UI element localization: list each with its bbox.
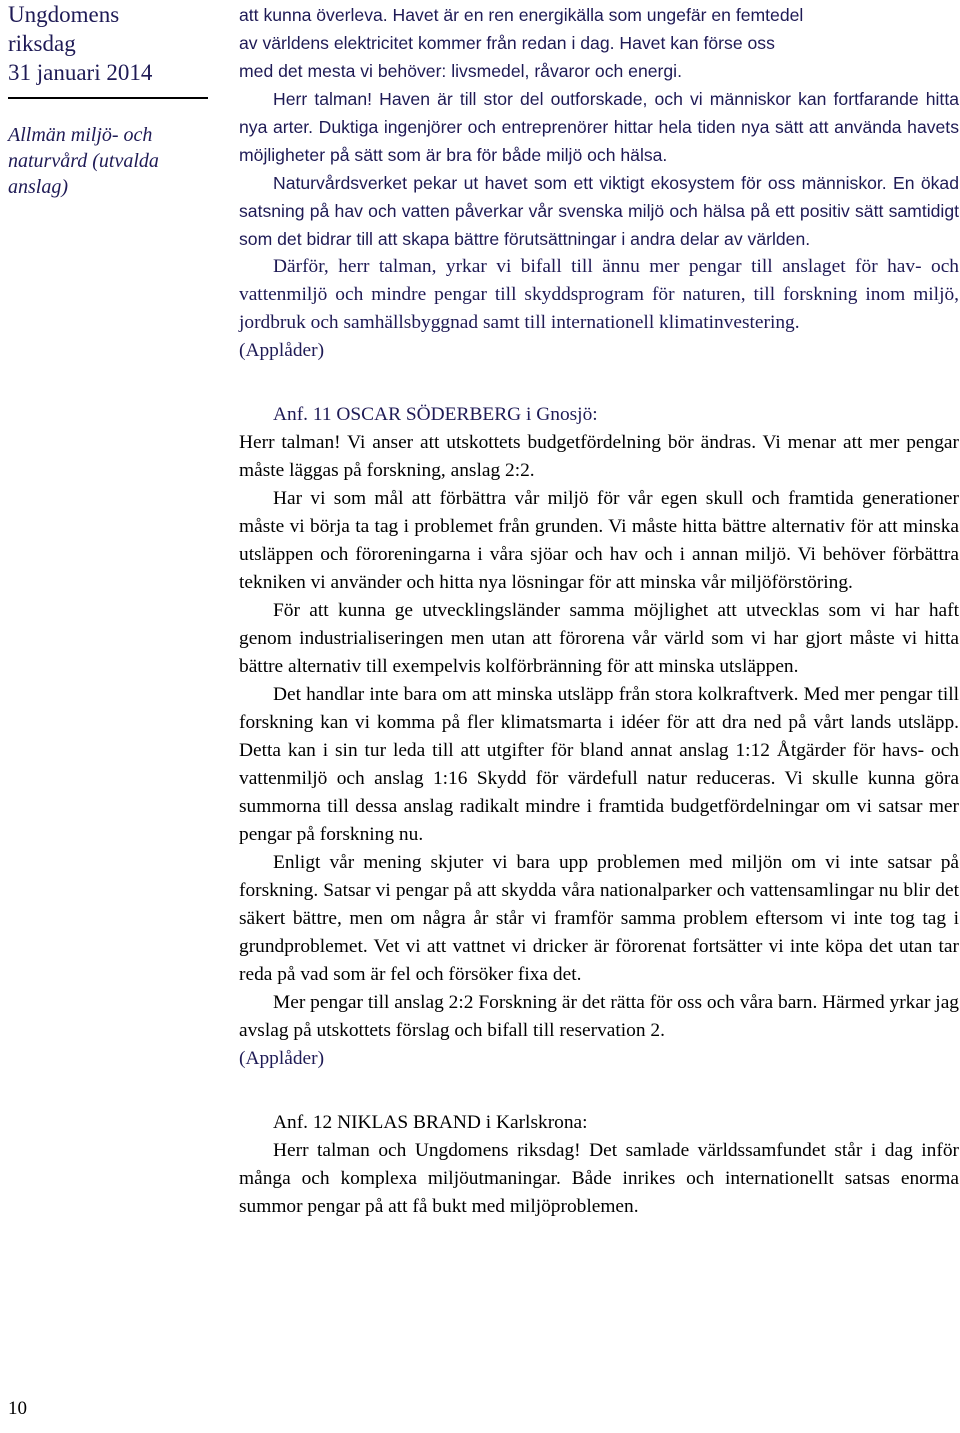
sidebar-section-line: Allmän miljö- och bbox=[8, 124, 153, 146]
paragraph: Därför, herr talman, yrkar vi bifall till ännu mer pengar till anslaget för hav- och vattenmiljö och mindre pengar till skyddsprogram för naturen, till forskning inom miljö, jordbruk och samhällsbyggnad samt till internationell klimatinvestering. bbox=[239, 256, 959, 333]
sidebar-title-line2: riksdag bbox=[8, 31, 76, 56]
text-line: med det mesta vi behöver: livsmedel, råvaror och energi. bbox=[239, 61, 682, 81]
sidebar bbox=[8, 0, 208, 198]
paragraph: Herr talman! Haven är till stor del outforskade, och vi människor kan fortfarande hitta nya arter. Duktiga ingenjörer och entreprenörer hittar hela tiden nya sätt att använda havets möjligheter på sätt som är bra för både miljö och hälsa. bbox=[239, 89, 959, 165]
section-spacer bbox=[239, 1073, 959, 1109]
applause-note: (Applåder) bbox=[239, 1048, 325, 1069]
text-line: att kunna överleva. Havet är en ren energikälla som ungefär en femtedel bbox=[239, 5, 804, 25]
page-number: 10 bbox=[8, 1398, 27, 1419]
paragraph: Mer pengar till anslag 2:2 Forskning är det rätta för oss och våra barn. Härmed yrkar jag avslag på utskottets förslag och bifall till reservation 2. bbox=[239, 992, 959, 1041]
sidebar-title-line1: Ungdomens bbox=[8, 2, 120, 27]
section-spacer bbox=[239, 365, 959, 401]
paragraph: Naturvårdsverket pekar ut havet som ett viktigt ekosystem för oss människor. En ökad satsning på hav och vatten påverkar vår svenska miljö och hälsa på ett positiv sätt samtidigt som det bidrar till att skapa bättre förutsättningar i andra delar av världen. bbox=[239, 173, 959, 249]
continued-passage bbox=[239, 1, 959, 253]
sidebar-divider bbox=[8, 97, 208, 99]
sidebar-date: 31 januari 2014 bbox=[8, 60, 153, 85]
paragraph: För att kunna ge utvecklingsländer samma möjlighet att utvecklas som vi har haft genom industrialiseringen men utan att förorena vår värld som vi har gjort måste vi hitta bättre alternativ till exempelvis kolförbränning för att minska utsläppen. bbox=[239, 600, 959, 677]
sidebar-section-title bbox=[8, 122, 208, 200]
paragraph: Det handlar inte bara om att minska utsläpp från stora kolkraftverk. Med mer pengar till forskning kan vi komma på fler klimatsmarta i idéer för att dra ned på vårt lands utsläpp. Detta kan i sin tur leda till att utgifter för bland annat anslag 1:12 Åtgärder för havs- och vattenmiljö och anslag 1:16 Skydd för värdefull natur reduceras. Vi skulle kunna göra summorna till dessa anslag radikalt mindre i framtida budgetfördelningar om vi satsar mer pengar på forskning nu. bbox=[239, 684, 959, 845]
text-line: av världens elektricitet kommer från redan i dag. Havet kan förse oss bbox=[239, 33, 775, 53]
paragraph: Enligt vår mening skjuter vi bara upp problemen med miljön om vi inte satsar på forskning. Satsar vi pengar på att skydda våra nationalparker och vattensamlingar nu blir det säkert bättre, men om några år står vi framför samma problem eftersom vi inte tog tag i grundproblemet. Vet vi att vattnet vi dricker är förorenat fortsätter vi inte köpa det utan tar reda på vad som är fel och försöker fixa det. bbox=[239, 852, 959, 985]
paragraph: Har vi som mål att förbättra vår miljö för vår egen skull och framtida generationer måste vi börja ta tag i problemet från grunden. Vi måste hitta bättre alternativ för att minska utsläppen och föroreningarna i våra sjöar och hav och i annan miljö. Vi behöver förbättra tekniken vi använder och hitta nya lösningar för att minska vår miljöförstöring. bbox=[239, 488, 959, 593]
speaker-heading: Anf. 11 OSCAR SÖDERBERG i Gnosjö: bbox=[273, 404, 598, 425]
speaker-heading: Anf. 12 NIKLAS BRAND i Karlskrona: bbox=[273, 1112, 588, 1133]
main-text-column bbox=[239, 1, 959, 1221]
paragraph: Herr talman och Ungdomens riksdag! Det samlade världssamfundet står i dag inför många och komplexa miljöutmaningar. Både inrikes och internationellt satsas enorma summor pengar på att få bukt med miljöproblemen. bbox=[239, 1140, 959, 1217]
applause-note: (Applåder) bbox=[239, 340, 325, 361]
sidebar-section-line: naturvård (utvalda bbox=[8, 150, 159, 172]
paragraph: Herr talman! Vi anser att utskottets budgetfördelning bör ändras. Vi menar att mer pengar måste läggas på forskning, anslag 2:2. bbox=[239, 432, 959, 481]
sidebar-section-line: anslag) bbox=[8, 176, 68, 198]
